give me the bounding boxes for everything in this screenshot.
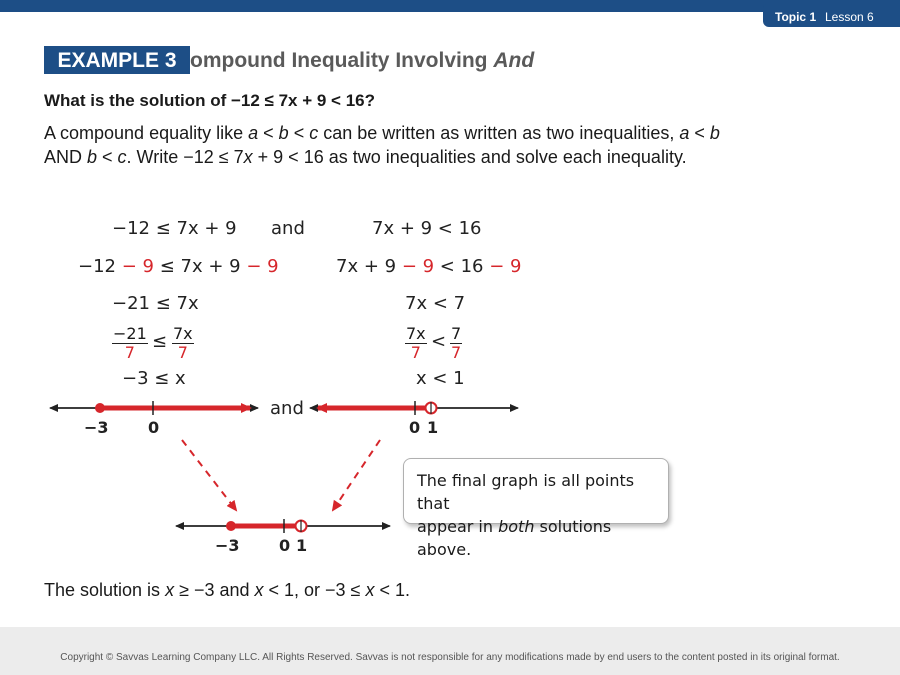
left-step-3: −21 ≤ 7x [112, 293, 199, 314]
number-line-and: and [270, 398, 304, 419]
footer [0, 627, 900, 675]
topic-label: Topic 1 [775, 10, 817, 24]
final-tick-0: 0 [279, 536, 291, 555]
right-fraction-1: $\frac{7x}{7}$ [406, 324, 426, 362]
tick-label-neg3: −3 [84, 418, 109, 437]
right-step-3: 7x < 7 [405, 293, 466, 314]
final-tick-neg3: −3 [215, 536, 240, 555]
right-fraction-2: $\frac{7}{7}$ [451, 324, 462, 362]
left-step-5: −3 ≤ x [122, 368, 186, 389]
right-dashed-arrow [333, 440, 380, 510]
right-step-5: x < 1 [416, 368, 465, 389]
left-fraction-op: ≤ [152, 331, 168, 352]
tick-label-0-right: 0 [409, 418, 421, 437]
example-title: ompound Inequality Involving And [190, 49, 535, 72]
right-number-line [310, 401, 518, 415]
solution-statement: The solution is x ≥ −3 and x < 1, or −3 ≤ x < 1. [44, 580, 410, 600]
closed-point-neg3 [95, 403, 105, 413]
right-fraction-op: < [431, 331, 447, 352]
tick-label-0: 0 [148, 418, 160, 437]
left-fraction-1: $\frac{-21}{7}$ [113, 324, 147, 362]
left-step-1: −12 ≤ 7x + 9 [112, 218, 237, 239]
callout-box [403, 458, 669, 559]
and-label: and [271, 218, 305, 239]
left-step-2: −12 − 9 ≤ 7x + 9 − 9 [78, 256, 279, 277]
final-number-line [176, 519, 390, 533]
tick-label-1-right: 1 [427, 418, 439, 437]
left-fraction-2: $\frac{7x}{7}$ [173, 324, 193, 362]
question: What is the solution of −12 ≤ 7x + 9 < 16? [44, 91, 376, 110]
right-step-2: 7x + 9 − 9 < 16 − 9 [336, 256, 522, 277]
right-step-1: 7x + 9 < 16 [372, 218, 482, 239]
final-tick-1: 1 [296, 536, 308, 555]
callout-line-2: appear in both solutions above. [417, 517, 612, 559]
final-closed-point [226, 521, 236, 531]
left-dashed-arrow [182, 440, 236, 510]
lesson-label: Lesson 6 [825, 10, 874, 24]
intro-paragraph: A compound equality like a < b < c can be written as written as two inequalities, a < b AND b < c. Write −12 ≤ 7x + 9 < 16 as two inequalities and solve each inequality. [44, 123, 720, 167]
example-badge: EXAMPLE 3 [44, 46, 190, 74]
left-number-line [50, 401, 258, 415]
callout-line-1: The final graph is all points that [417, 471, 635, 513]
copyright-text: Copyright © Savvas Learning Company LLC. All Rights Reserved. Savvas is not responsible for any modifications made by end users to the content posted in its original format. [60, 652, 840, 663]
